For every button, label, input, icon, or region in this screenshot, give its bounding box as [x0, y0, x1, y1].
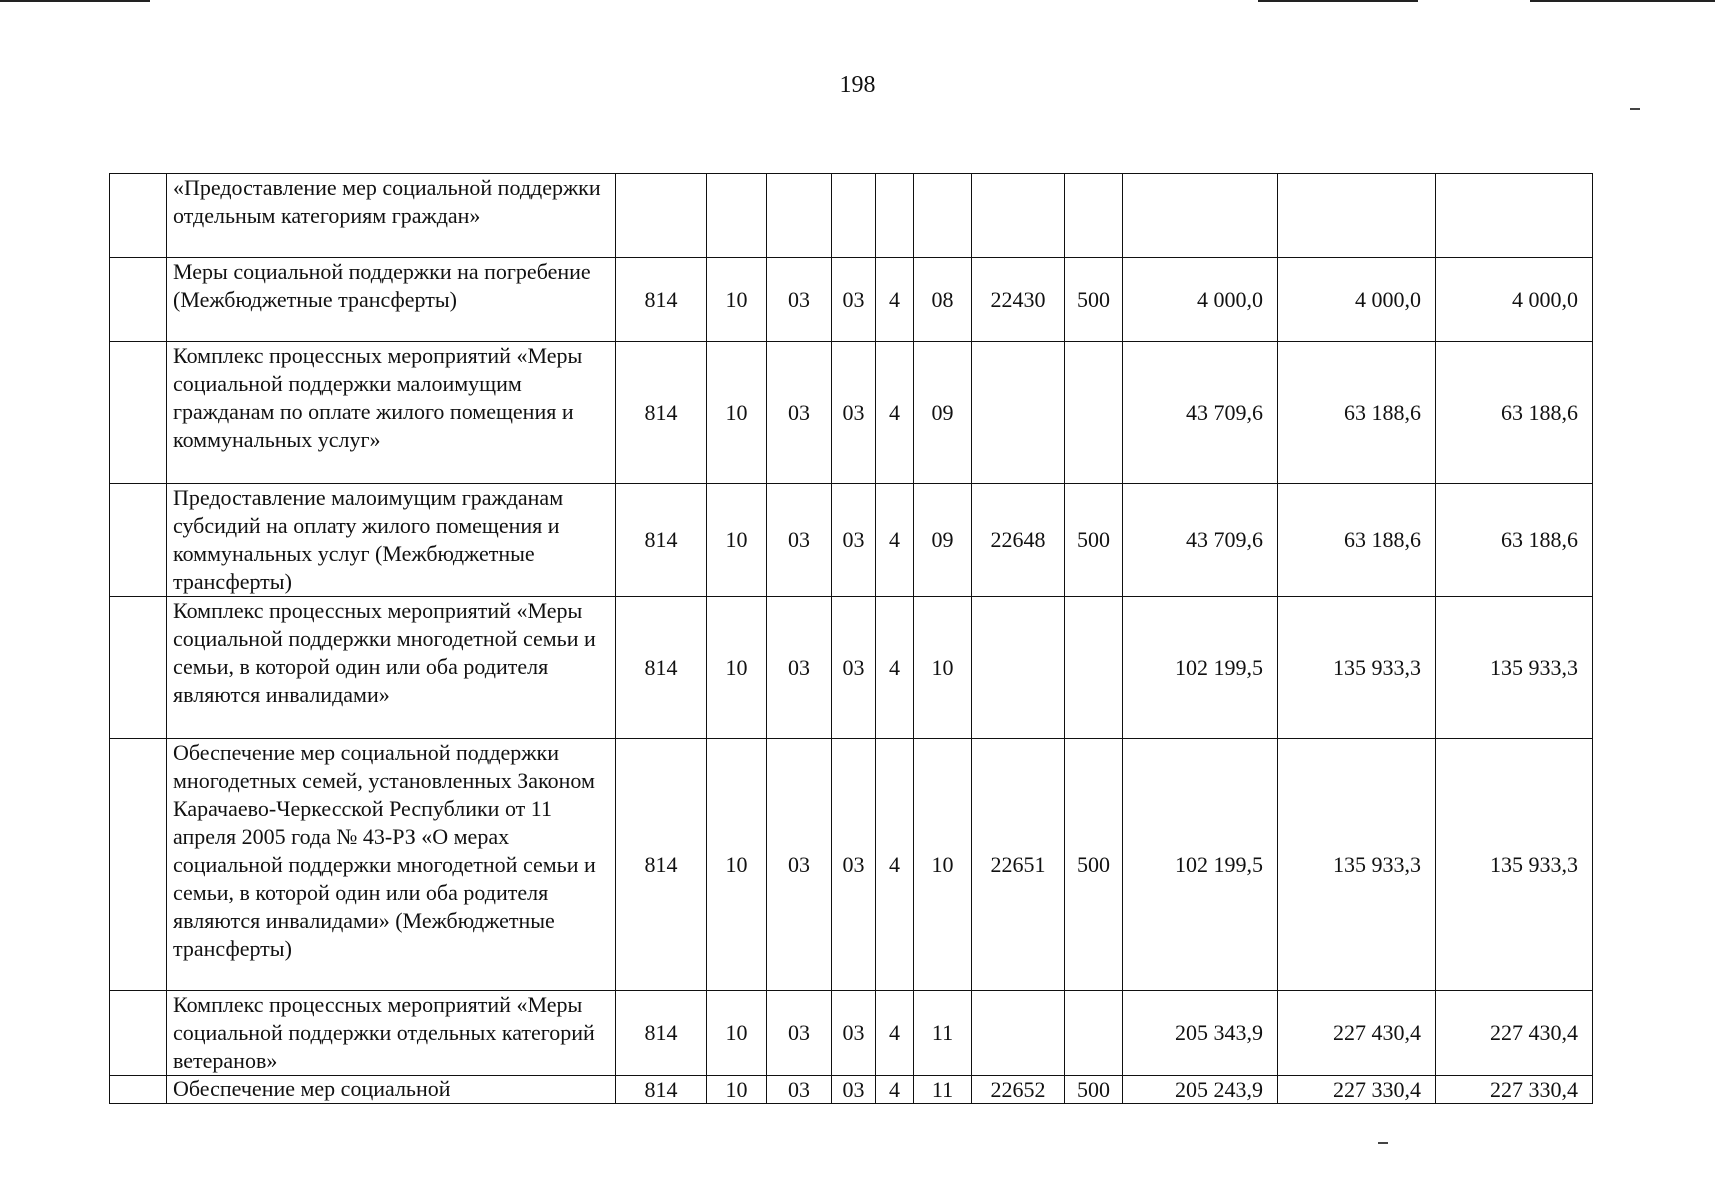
cell-c7 — [972, 597, 1065, 739]
cell-c8: 500 — [1065, 484, 1123, 597]
cell-y1 — [1123, 174, 1278, 258]
cell-c3: 03 — [767, 484, 832, 597]
cell-y3 — [1436, 174, 1593, 258]
table-row — [110, 1076, 1593, 1104]
cell-c8: 500 — [1065, 258, 1123, 342]
cell-c4: 03 — [832, 484, 876, 597]
cell-c2: 10 — [707, 1076, 767, 1104]
table-row — [110, 174, 1593, 258]
cell-c6: 10 — [914, 739, 972, 991]
cell-c8: 500 — [1065, 739, 1123, 991]
cell-y2: 135 933,3 — [1278, 597, 1436, 739]
cell-c4: 03 — [832, 1076, 876, 1104]
cell-y3: 227 430,4 — [1436, 991, 1593, 1076]
cell-c3: 03 — [767, 597, 832, 739]
cell-c8: 500 — [1065, 1076, 1123, 1104]
cell-c1: 814 — [616, 342, 707, 484]
row-index-cell — [110, 739, 167, 991]
cell-c3: 03 — [767, 739, 832, 991]
cell-c3: 03 — [767, 258, 832, 342]
cell-y2: 135 933,3 — [1278, 739, 1436, 991]
row-index-cell — [110, 991, 167, 1076]
row-name-cell: «Предоставление мер социальной поддержки отдельным категориям граждан» — [167, 174, 616, 258]
cell-c3: 03 — [767, 342, 832, 484]
row-name-cell: Комплекс процессных мероприятий «Меры социальной поддержки малоимущим гражданам по оплате жилого помещения и коммунальных услуг» — [167, 342, 616, 484]
cell-c2: 10 — [707, 739, 767, 991]
cell-c1: 814 — [616, 991, 707, 1076]
cell-c5: 4 — [876, 991, 914, 1076]
cell-c5: 4 — [876, 597, 914, 739]
cell-c2: 10 — [707, 258, 767, 342]
cell-y1: 205 243,9 — [1123, 1076, 1278, 1104]
cell-c3: 03 — [767, 991, 832, 1076]
cell-y2 — [1278, 174, 1436, 258]
cell-c2 — [707, 174, 767, 258]
table-row — [110, 258, 1593, 342]
cell-c2: 10 — [707, 342, 767, 484]
cell-y3: 135 933,3 — [1436, 597, 1593, 739]
cell-y1: 205 343,9 — [1123, 991, 1278, 1076]
row-index-cell — [110, 174, 167, 258]
cell-y2: 63 188,6 — [1278, 484, 1436, 597]
cell-c7: 22430 — [972, 258, 1065, 342]
cell-c5: 4 — [876, 739, 914, 991]
row-name-cell: Меры социальной поддержки на погребение (Межбюджетные трансферты) — [167, 258, 616, 342]
cell-y1: 102 199,5 — [1123, 739, 1278, 991]
cell-c5: 4 — [876, 1076, 914, 1104]
cell-c2: 10 — [707, 597, 767, 739]
cell-c6 — [914, 174, 972, 258]
row-index-cell — [110, 1076, 167, 1104]
cell-c7: 22651 — [972, 739, 1065, 991]
cell-c5: 4 — [876, 258, 914, 342]
cell-c5 — [876, 174, 914, 258]
cell-c6: 08 — [914, 258, 972, 342]
cell-y3: 63 188,6 — [1436, 342, 1593, 484]
cell-c2: 10 — [707, 991, 767, 1076]
scan-artifact — [1378, 1142, 1388, 1144]
cell-y3: 4 000,0 — [1436, 258, 1593, 342]
table-row — [110, 484, 1593, 597]
cell-c7 — [972, 342, 1065, 484]
cell-y3: 135 933,3 — [1436, 739, 1593, 991]
cell-y1: 43 709,6 — [1123, 342, 1278, 484]
scan-artifact — [1630, 108, 1640, 110]
cell-c4: 03 — [832, 342, 876, 484]
row-name-cell: Предоставление малоимущим гражданам субсидий на оплату жилого помещения и коммунальных услуг (Межбюджетные трансферты) — [167, 484, 616, 597]
cell-y1: 4 000,0 — [1123, 258, 1278, 342]
cell-c1 — [616, 174, 707, 258]
cell-y1: 102 199,5 — [1123, 597, 1278, 739]
cell-c8 — [1065, 991, 1123, 1076]
cell-c8 — [1065, 174, 1123, 258]
cell-c4: 03 — [832, 597, 876, 739]
cell-c5: 4 — [876, 484, 914, 597]
cell-c7: 22652 — [972, 1076, 1065, 1104]
cell-c7 — [972, 174, 1065, 258]
table-row — [110, 739, 1593, 991]
table-row — [110, 597, 1593, 739]
cell-c2: 10 — [707, 484, 767, 597]
table-row — [110, 991, 1593, 1076]
cell-y3: 63 188,6 — [1436, 484, 1593, 597]
cell-y2: 4 000,0 — [1278, 258, 1436, 342]
cell-c1: 814 — [616, 597, 707, 739]
cell-c1: 814 — [616, 258, 707, 342]
row-index-cell — [110, 597, 167, 739]
cell-c4: 03 — [832, 258, 876, 342]
cell-c7 — [972, 991, 1065, 1076]
cell-c8 — [1065, 342, 1123, 484]
row-name-cell: Комплекс процессных мероприятий «Меры социальной поддержки многодетной семьи и семьи, в которой один или оба родителя являются инвалидами» — [167, 597, 616, 739]
scan-artifact — [1258, 0, 1418, 2]
cell-c6: 11 — [914, 1076, 972, 1104]
cell-c6: 11 — [914, 991, 972, 1076]
row-name-cell: Обеспечение мер социальной поддержки многодетных семей, установленных Законом Карачаево-Черкесской Республики от 11 апреля 2005 года № 43-РЗ «О мерах социальной поддержки многодетной семьи и семьи, в которой один или оба родителя являются инвалидами» (Межбюджетные трансферты) — [167, 739, 616, 991]
cell-c4: 03 — [832, 991, 876, 1076]
cell-y1: 43 709,6 — [1123, 484, 1278, 597]
scan-artifact — [0, 0, 150, 2]
cell-c5: 4 — [876, 342, 914, 484]
page-number: 198 — [839, 72, 876, 98]
cell-c6: 09 — [914, 342, 972, 484]
budget-table — [109, 173, 1593, 1104]
table-row — [110, 342, 1593, 484]
cell-y2: 227 330,4 — [1278, 1076, 1436, 1104]
row-index-cell — [110, 258, 167, 342]
row-index-cell — [110, 342, 167, 484]
cell-c1: 814 — [616, 739, 707, 991]
row-name-cell: Обеспечение мер социальной — [167, 1076, 616, 1104]
cell-c7: 22648 — [972, 484, 1065, 597]
cell-c8 — [1065, 597, 1123, 739]
cell-c6: 10 — [914, 597, 972, 739]
cell-c6: 09 — [914, 484, 972, 597]
cell-y2: 227 430,4 — [1278, 991, 1436, 1076]
row-index-cell — [110, 484, 167, 597]
cell-c1: 814 — [616, 1076, 707, 1104]
cell-c4: 03 — [832, 739, 876, 991]
cell-y3: 227 330,4 — [1436, 1076, 1593, 1104]
scan-artifact — [1530, 0, 1715, 2]
cell-c4 — [832, 174, 876, 258]
cell-c3: 03 — [767, 1076, 832, 1104]
row-name-cell: Комплекс процессных мероприятий «Меры социальной поддержки отдельных категорий ветеранов» — [167, 991, 616, 1076]
cell-c3 — [767, 174, 832, 258]
cell-c1: 814 — [616, 484, 707, 597]
cell-y2: 63 188,6 — [1278, 342, 1436, 484]
